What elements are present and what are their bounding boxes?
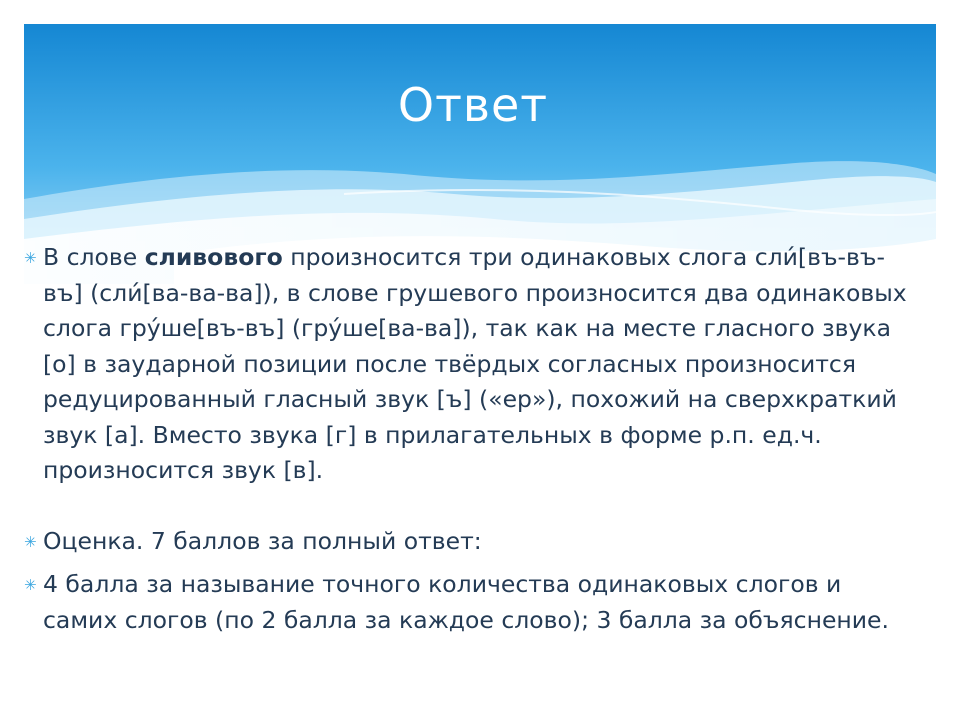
score-text: Оценка. 7 баллов за полный ответ:: [43, 526, 482, 555]
answer-text-bold: сливового: [144, 243, 283, 271]
spacer: [24, 489, 914, 524]
bullet-breakdown: [24, 567, 914, 638]
answer-text-part1: В слове: [43, 243, 145, 271]
slide-content: [24, 240, 914, 638]
answer-text-part2: произносится три одинаковых слога сли́[въ-въ-въ] (сли́[ва-ва-ва]), в слове грушевого произносится два одинаковых слога гру́ше[въ-въ] (гру́ше[ва-ва]), так как на месте гласного звука [о] в заударной позиции после твёрдых согласных произносится редуцированный гласный звук [ъ] («ер»), похожий на сверхкраткий звук [а]. Вместо звука [г] в прилагательных в форме р.п. ед.ч. произносится звук [в].: [43, 243, 907, 484]
breakdown-text: 4 балла за называние точного количества одинаковых слогов и самих слогов (по 2 балла за каждое слово); 3 балла за объяснение.: [43, 570, 889, 634]
bullet-star-icon: ✳: [24, 532, 37, 551]
slide-title: Ответ: [397, 78, 549, 132]
bullet-star-icon: ✳: [24, 249, 37, 267]
bullet-score: [24, 524, 914, 560]
bullet-answer: [24, 240, 914, 489]
bullet-star-icon: ✳: [24, 576, 37, 594]
